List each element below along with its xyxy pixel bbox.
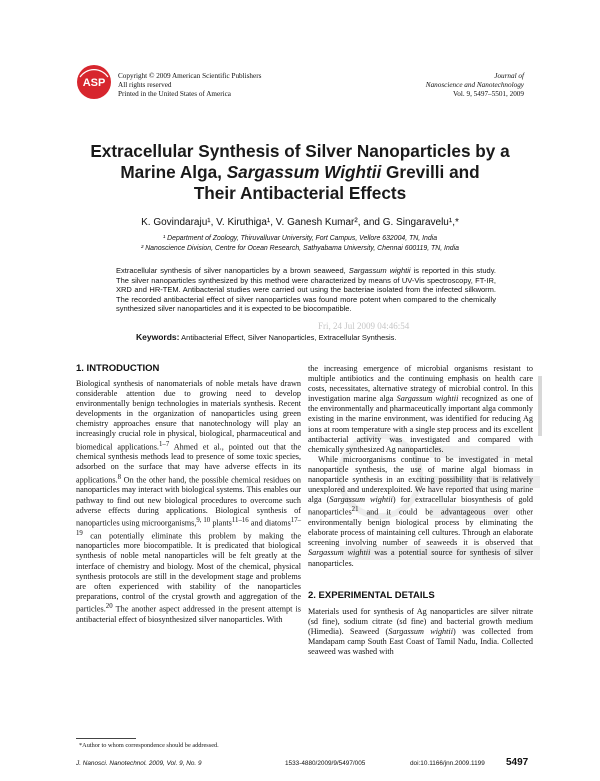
- intro-left-column: [76, 379, 301, 625]
- citation: 11–16: [231, 516, 249, 524]
- intro-heading: 1. INTRODUCTION: [76, 363, 160, 374]
- species: Sargassum wightii: [329, 495, 393, 505]
- abstract-species: Sargassum wightii: [348, 266, 411, 275]
- logo-text: ASP: [82, 77, 106, 89]
- affiliations: [60, 234, 540, 253]
- species: Sargassum wightii: [396, 394, 459, 404]
- text: and diatoms: [248, 518, 291, 528]
- intro-paragraph-2: [308, 364, 533, 455]
- title-line-2: [60, 162, 540, 183]
- title-line-2-a: Marine Alga,: [120, 162, 227, 182]
- title-line-2-b: Grevilli and: [381, 162, 480, 182]
- text: While microorganisms continue to be investigated in metal nanoparticle synthesis, the use of marine algal biomass in nanoparticle synthesis in an exciting possibility that is relatively unexplored and underexploited. We have reported that using marine alga (: [308, 454, 533, 505]
- keywords: [136, 332, 397, 342]
- text: plants: [210, 518, 232, 528]
- text: recognized as one of the environmentally and pharmaceutically important alga commonly existing in the marine environment, was identified for reducing Ag ions at room temperature with a single step process and its excellent antibacterial activity was investigated and compared with chemically synthesized Ag nanoparticles.: [308, 394, 534, 454]
- keywords-list: Antibacterial Effect, Silver Nanoparticles, Extracellular Synthesis.: [181, 333, 397, 342]
- page-number: 5497: [506, 757, 529, 768]
- footer-citation: J. Nanosci. Nanotechnol. 2009, Vol. 9, No. 9: [76, 760, 202, 767]
- correspondence-footnote: *Author to whom correspondence should be addressed.: [79, 742, 219, 749]
- journal-line-2: Nanoscience and Nanotechnology: [425, 81, 524, 89]
- abstract-text-2: is reported in this study. The silver nanoparticles synthesized by this method were characterized by means of UV-Vis spectroscopy, FT-IR, XRD and HR-TEM. Antibacterial studies were carried out using the bacteriae isolated from the infected silkworm. The recorded antibacterial effect of silver nanoparticles was found more potent when compared to the chemically synthesized silver nanoparticles and it is expected to be biocompatible.: [116, 266, 497, 314]
- citation: 8: [117, 473, 122, 481]
- species: Sargassum wightii: [308, 548, 371, 558]
- volume-line: Vol. 9, 5497–5501, 2009: [453, 90, 524, 98]
- journal-info: [426, 72, 524, 99]
- citation: 1–7: [158, 440, 170, 448]
- title-species: Sargassum Wightii: [226, 162, 382, 182]
- text: can potentially eliminate this problem by making the nanoparticles more biocompatible. It is predicated that biological synthesis of noble metal nanoparticles will be felt greatly at the interface of chemistry and biology. Most of the chemical, physical synthesis protocols are still in the development stage and problems are often experienced with stability of the nanoparticles preparations, control of the crystal growth and aggregation of the particles.: [76, 531, 301, 614]
- text: ) was collected from Mandapam camp South East Coast of Tamil Nadu, India. Collected seaweed was washed with: [308, 627, 533, 657]
- citation: 17–19: [76, 516, 302, 537]
- asp-logo: [76, 64, 112, 100]
- experimental-paragraph-1: [308, 607, 533, 657]
- abstract: [116, 266, 496, 314]
- text: the increasing emergence of microbial organisms resistant to multiple antibiotics and the continuing emphasis on health care costs, necessitates, alternative strategy of microbial control. In this investigation marine alga: [308, 364, 533, 404]
- text: The another aspect addressed in the present attempt is antibacterial effect of biosynthesized silver nanoparticles. With: [76, 604, 301, 624]
- publisher-info: [118, 72, 261, 99]
- watermark-edge-mark: [538, 376, 542, 436]
- species: Sargassum wightii: [388, 627, 453, 637]
- text: and it could be advantageous over other environmentally benign biological process by eliminating the elaborate process of maintaining cell cultures. Through an elaborate screening involving number of seaweeds it is observed that: [308, 508, 533, 548]
- intro-right-column: [308, 364, 533, 569]
- delivery-stamp: Fri, 24 Jul 2009 04:46:54: [318, 321, 410, 331]
- text: On the other hand, the possible chemical residues on nanoparticles may interact with biological systems. This enables our pathway to find out new biological procedures to overcome such adverse effects during applications. Biological synthesis of nanoparticles using microorganisms,: [76, 475, 301, 528]
- affiliation-2: ² Nanoscience Division, Centre for Ocean Research, Sathyabama University, Chennai 600119, TN, India: [140, 244, 460, 252]
- title-line-3: Their Antibacterial Effects: [193, 183, 407, 203]
- footnote-rule: [76, 738, 136, 739]
- affiliation-1: ¹ Department of Zoology, Thiruvalluvar University, Fort Campus, Vellore 632004, TN, India: [162, 235, 438, 242]
- text: Ahmed et al., pointed out that the chemical synthesis methods lead to presence of some toxic species, adsorbed on the surface that may have adverse effects in its applications.: [76, 442, 301, 485]
- footer-issn: 1533-4880/2009/9/5497/005: [285, 760, 366, 767]
- text: Materials used for synthesis of Ag nanoparticles are silver nitrate (sd fine), sodium citrate (sd fine) and bacterial growth medium (Himedia). Seaweed (: [308, 607, 533, 637]
- text: Biological synthesis of nanomaterials of noble metals have drawn considerable attention due to growing need to develop environmentally benign technologies in materials synthesis. Recent developments in the organization of nanoparticles using green chemistry approaches ensure that nanotechnology will play an increasingly crucial role in physical, biological, pharmaceutical and biomedical applications.: [76, 379, 301, 452]
- text: ) for extracellular biosynthesis of gold nanoparticles: [308, 495, 533, 518]
- copyright-line: Copyright © 2009 American Scientific Publishers: [118, 72, 262, 80]
- printed-line: Printed in the United States of America: [118, 90, 231, 98]
- intro-paragraph-3: [308, 455, 533, 569]
- author-list: K. Govindaraju¹, V. Kiruthiga¹, V. Ganesh Kumar², and G. Singaravelu¹,*: [141, 217, 459, 228]
- keywords-label: Keywords:: [136, 332, 180, 342]
- experimental-heading: 2. EXPERIMENTAL DETAILS: [308, 590, 435, 601]
- citation: 9, 10: [196, 516, 211, 524]
- experimental-column: [308, 607, 533, 657]
- title-line-1: Extracellular Synthesis of Silver Nanoparticles by a: [90, 141, 510, 161]
- journal-line-1: Journal of: [494, 72, 524, 80]
- intro-paragraph-1: [76, 379, 301, 625]
- citation: 20: [105, 602, 113, 610]
- footer-doi: doi:10.1166/jnn.2009.1199: [410, 760, 485, 767]
- abstract-text-1: Extracellular synthesis of silver nanoparticles by a brown seaweed,: [116, 266, 349, 275]
- rights-line: All rights reserved: [118, 81, 172, 89]
- text: was a potential source for synthesis of silver nanoparticles.: [308, 548, 533, 568]
- citation: 21: [351, 506, 359, 514]
- article-title: [60, 141, 540, 204]
